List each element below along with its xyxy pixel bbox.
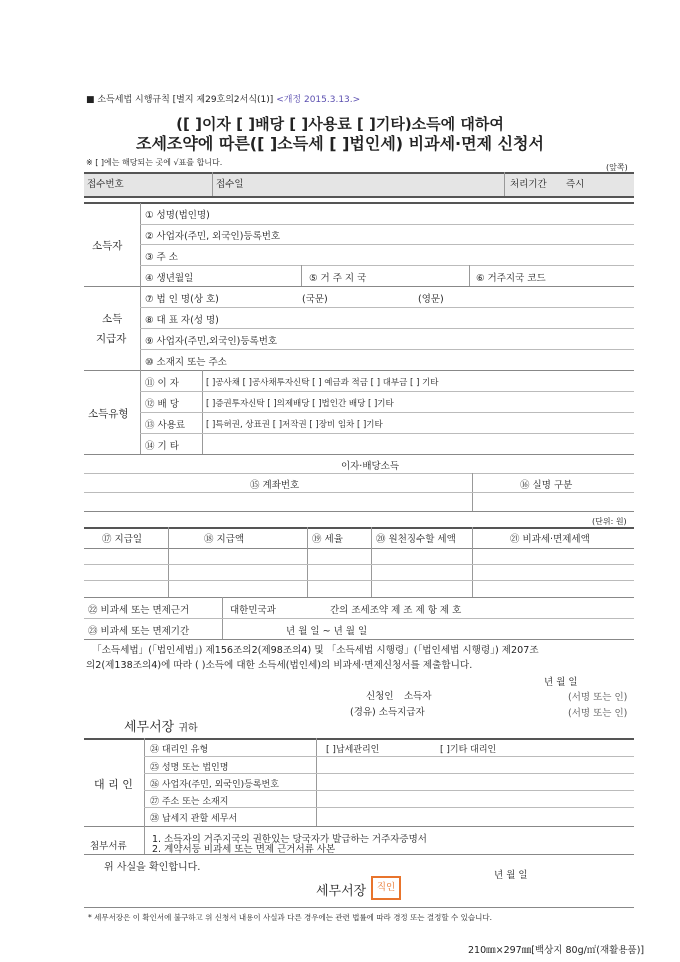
interest-label: ⑪ 이 자 bbox=[145, 378, 179, 389]
receipt-date-label: 접수일 bbox=[216, 179, 244, 190]
unit-label: (단위: 원) bbox=[592, 517, 627, 526]
agent-name-field[interactable]: ㉕ 성명 또는 법인명 bbox=[150, 763, 229, 773]
payer-korean-name: (국문) bbox=[302, 294, 328, 305]
receipt-number-label: 접수번호 bbox=[87, 179, 124, 190]
processing-period-label: 처리기간 bbox=[510, 179, 547, 190]
declaration-text-2: 의2(제138조의4)에 따라 ( )소득에 대한 소득세(법인세)의 비과세·면제신청서를 제출합니다. bbox=[86, 660, 473, 671]
official-seal-box[interactable]: 직인 bbox=[371, 876, 401, 900]
account-number-label: ⑮ 계좌번호 bbox=[250, 480, 300, 491]
declaration-date[interactable]: 년 월 일 bbox=[544, 677, 578, 688]
payer-representative-field[interactable]: ⑧ 대 표 자(성 명) bbox=[145, 315, 219, 326]
agent-type-label: ㉔ 대리인 유형 bbox=[150, 745, 209, 755]
other-agent-option[interactable]: [ ]기타 대리인 bbox=[440, 745, 497, 755]
basis-korea-text: 대한민국과 bbox=[230, 605, 276, 616]
agent-tax-office-field[interactable]: ㉘ 납세지 관할 세무서 bbox=[150, 814, 238, 824]
interest-options[interactable]: [ ]공사채 [ ]공사채투자신탁 [ ] 예금과 적금 [ ] 대부금 [ ] 기타 bbox=[206, 378, 439, 388]
exemption-period-label: ㉓ 비과세 또는 면제기간 bbox=[88, 626, 190, 637]
residence-country-field[interactable]: ⑤ 거 주 지 국 bbox=[309, 273, 367, 284]
declaration-text-1: 「소득세법」(「법인세법」) 제156조의2(제98조의4) 및 「소득세법 시행령」(「법인세법 시행령」) 제207조 bbox=[92, 645, 539, 656]
checkbox-note: ※ [ ]에는 해당되는 곳에 √표를 합니다. bbox=[86, 158, 223, 167]
payer-signature[interactable]: (서명 또는 인) bbox=[568, 708, 628, 719]
payer-english-name: (영문) bbox=[418, 294, 444, 305]
col-withholding-tax: ⑳ 원천징수할 세액 bbox=[376, 534, 456, 545]
applicant-role: 신청인 bbox=[366, 691, 394, 702]
payer-reg-no-field[interactable]: ⑨ 사업자(주민,외국인)등록번호 bbox=[145, 336, 278, 347]
income-earner-label: 소득자 bbox=[92, 240, 123, 252]
title-line-1: ([ ]이자 [ ]배당 [ ]사용료 [ ]기타)소득에 대하여 bbox=[176, 115, 504, 133]
revision-date: <개정 2015.3.13.> bbox=[276, 95, 361, 105]
payer-corp-name-field[interactable]: ⑦ 법 인 명(상 호) bbox=[145, 294, 219, 305]
interest-dividend-title: 이자·배당소득 bbox=[340, 461, 400, 472]
confirmation-text: 위 사실을 확인합니다. bbox=[104, 862, 201, 873]
royalty-options[interactable]: [ ]특허권, 상표권 [ ]저작권 [ ]장비 임차 [ ]기타 bbox=[206, 420, 383, 430]
processing-period-value: 즉시 bbox=[566, 179, 585, 190]
exemption-period-value[interactable]: 년 월 일 ~ 년 월 일 bbox=[286, 626, 368, 637]
via-payer: (경유) 소득지급자 bbox=[350, 707, 425, 718]
income-type-label: 소득유형 bbox=[88, 408, 129, 420]
dividend-label: ⑫ 배 당 bbox=[145, 399, 179, 410]
real-name-type-label: ⑯ 실명 구분 bbox=[520, 480, 573, 491]
applicant-earner: 소득자 bbox=[404, 691, 432, 702]
col-exempt-tax: ㉑ 비과세·면제세액 bbox=[510, 534, 590, 545]
receipt-bar bbox=[84, 172, 634, 196]
addressee: 세무서장 귀하 bbox=[124, 720, 198, 735]
tax-agent-option[interactable]: [ ]납세관리인 bbox=[326, 745, 380, 755]
payer-location-field[interactable]: ⑩ 소재지 또는 주소 bbox=[145, 357, 227, 368]
payer-label-1: 소득 bbox=[102, 313, 123, 325]
agent-label: 대 리 인 bbox=[94, 778, 133, 791]
other-income-label: ⑭ 기 타 bbox=[145, 441, 179, 452]
dividend-options[interactable]: [ ]증권투자신탁 [ ]의제배당 [ ]법인간 배당 [ ]기타 bbox=[206, 399, 394, 409]
col-payment-amount: ⑱ 지급액 bbox=[204, 534, 245, 545]
attachments-label: 첨부서류 bbox=[90, 841, 127, 852]
earner-birth-field[interactable]: ④ 생년월일 bbox=[145, 273, 194, 284]
attachment-item-2: 2. 계약서등 비과세 또는 면제 근거서류 사본 bbox=[152, 844, 336, 855]
agent-address-field[interactable]: ㉗ 주소 또는 소재지 bbox=[150, 797, 229, 807]
exemption-basis-label: ㉒ 비과세 또는 면제근거 bbox=[88, 605, 190, 616]
payer-label-2: 지급자 bbox=[96, 333, 127, 345]
confirming-office: 세무서장 bbox=[316, 884, 367, 899]
attachment-item-1: 1. 소득자의 거주지국의 권한있는 당국자가 발급하는 거주자증명서 bbox=[152, 834, 427, 845]
royalty-label: ⑬ 사용료 bbox=[145, 420, 186, 431]
confirmation-date[interactable]: 년 월 일 bbox=[494, 870, 528, 881]
earner-reg-no-field[interactable]: ② 사업자(주민, 외국인)등록번호 bbox=[145, 231, 281, 242]
earner-address-field[interactable]: ③ 주 소 bbox=[145, 252, 178, 263]
title-line-2: 조세조약에 따른([ ]소득세 [ ]법인세) 비과세·면제 신청서 bbox=[136, 134, 544, 153]
col-payment-date: ⑰ 지급일 bbox=[102, 534, 143, 545]
basis-treaty-text[interactable]: 간의 조세조약 제 조 제 항 제 호 bbox=[330, 605, 462, 616]
page-side: (앞쪽) bbox=[606, 163, 628, 172]
col-tax-rate: ⑲ 세율 bbox=[312, 534, 343, 545]
form-reference: ■ 소득세법 시행규칙 [별지 제29호의2서식(1)] <개정 2015.3.13.> bbox=[86, 95, 361, 105]
paper-spec: 210㎜×297㎜[백상지 80g/㎡(재활용품)] bbox=[468, 945, 645, 956]
footer-note: * 세무서장은 이 확인서에 불구하고 위 신청서 내용이 사실과 다른 경우에는 관련 법률에 따라 경정 또는 결정할 수 있습니다. bbox=[88, 913, 493, 922]
country-code-field[interactable]: ⑥ 거주지국 코드 bbox=[476, 273, 546, 284]
agent-reg-no-field[interactable]: ㉖ 사업자(주민, 외국인)등록번호 bbox=[150, 780, 279, 790]
applicant-signature[interactable]: (서명 또는 인) bbox=[568, 692, 628, 703]
earner-name-field[interactable]: ① 성명(법인명) bbox=[145, 210, 210, 221]
